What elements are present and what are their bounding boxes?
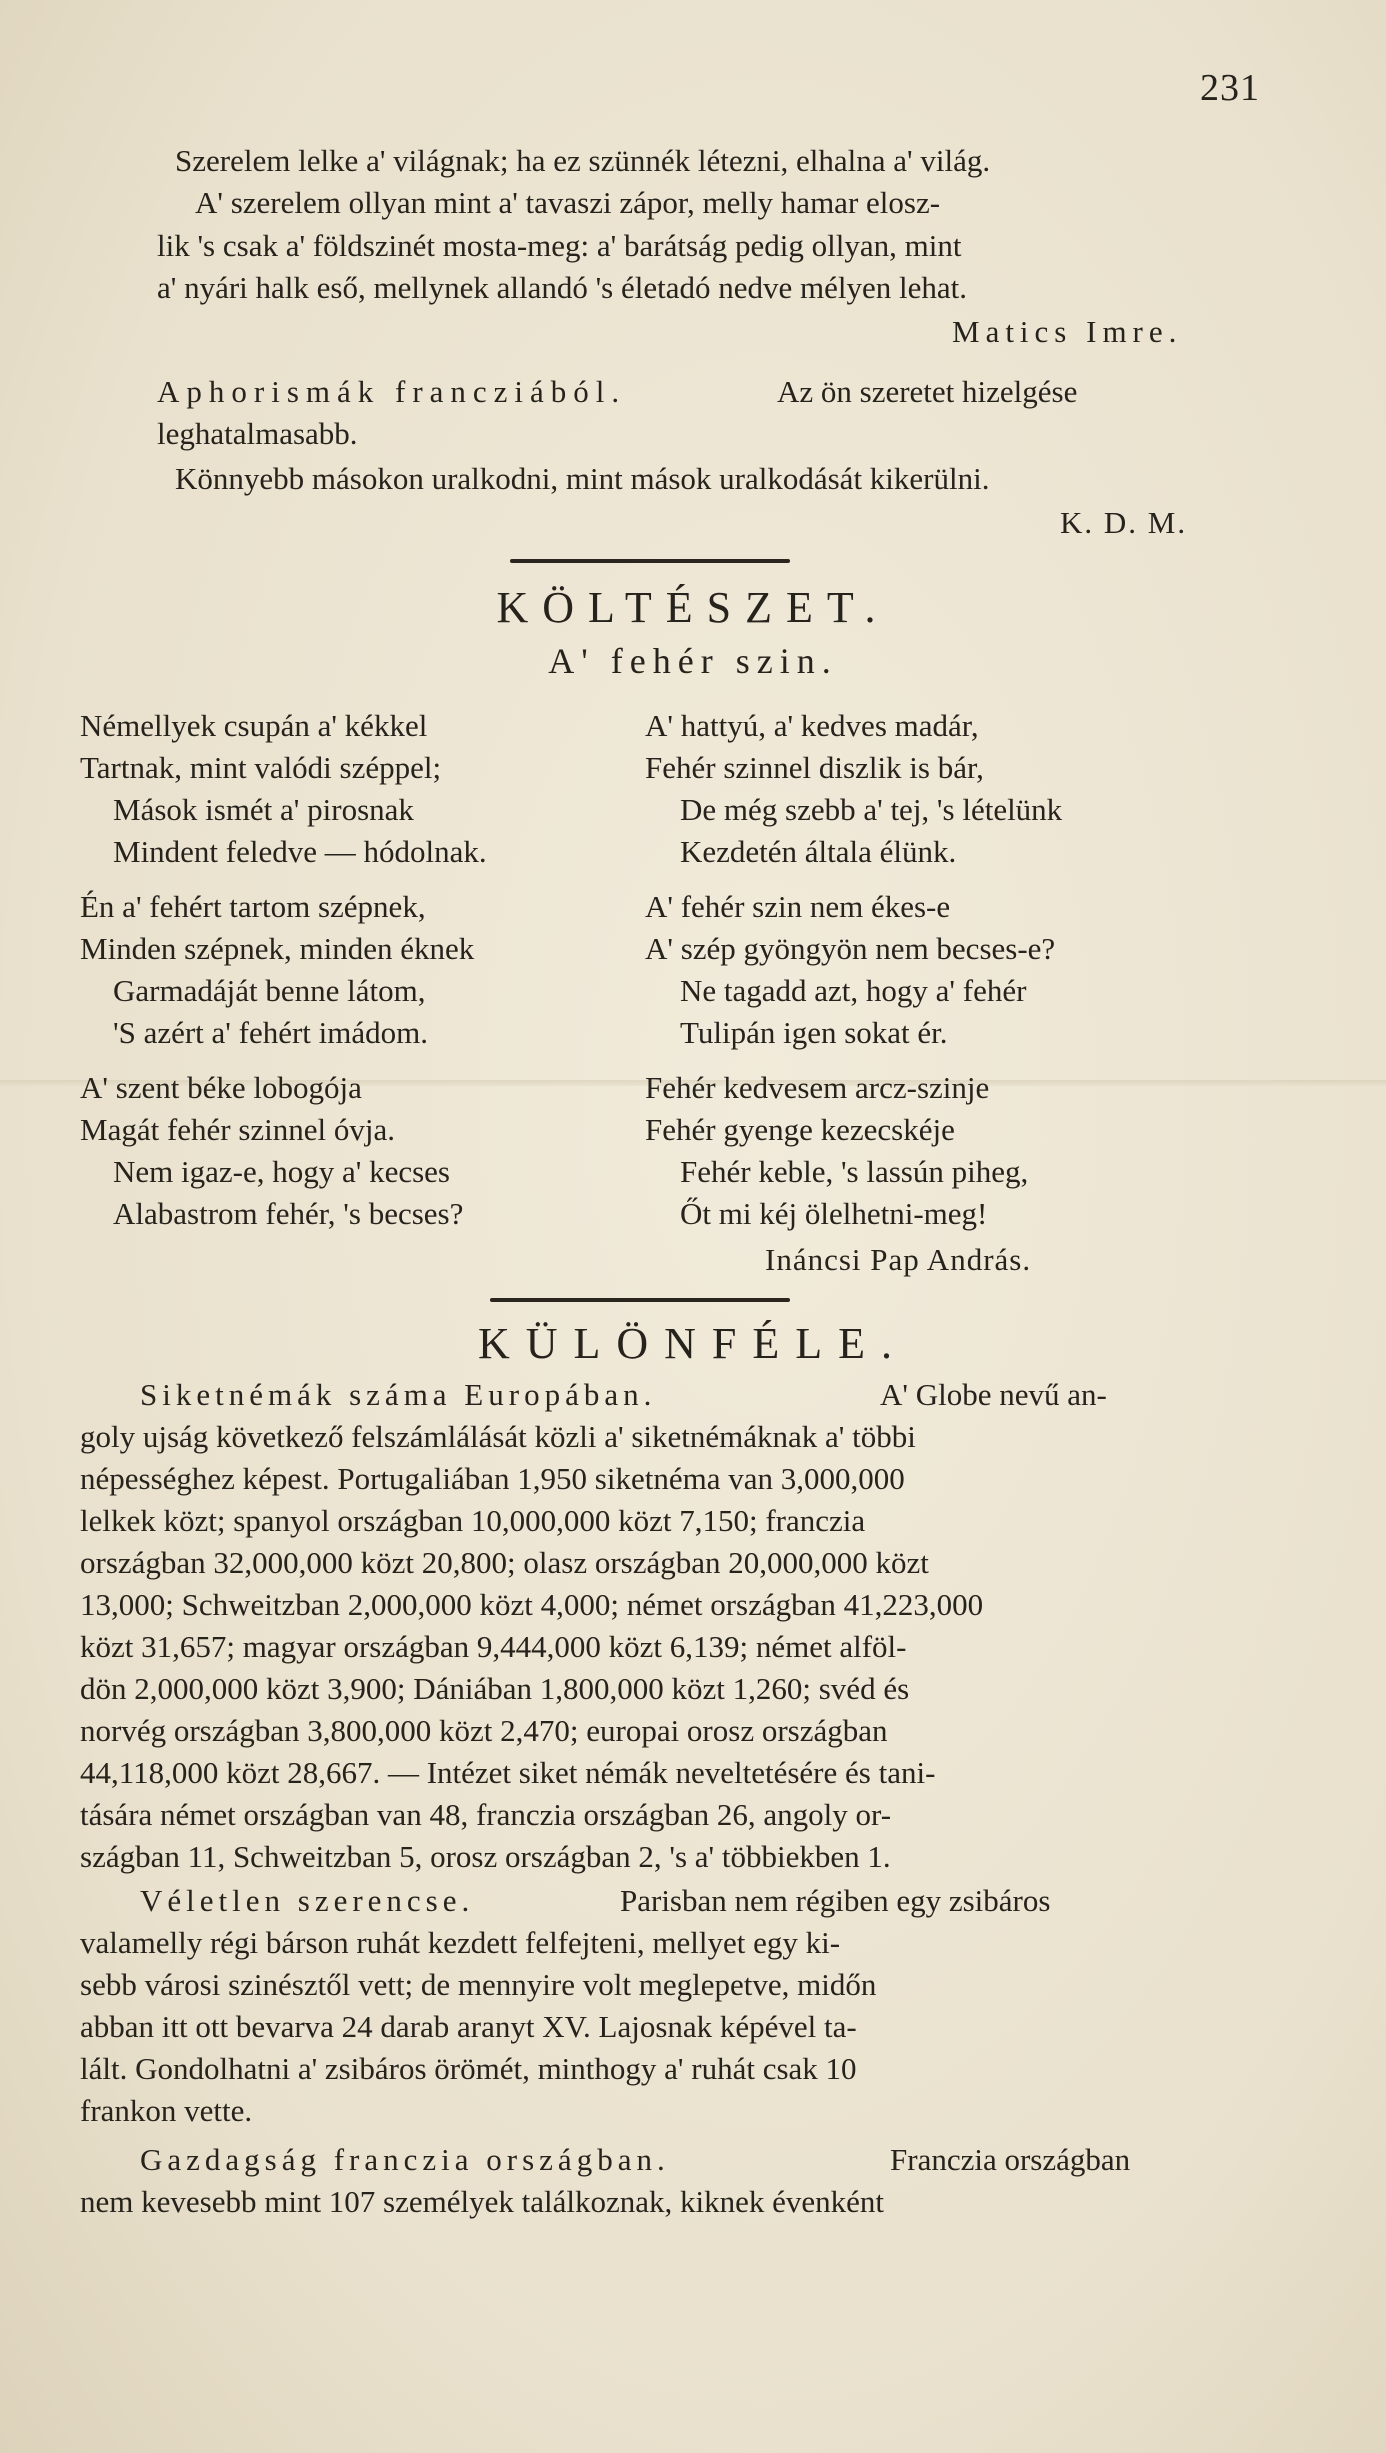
article-title-wealth: Gazdagság franczia országban. xyxy=(140,2142,670,2177)
article-text: A' Globe nevű an- xyxy=(880,1377,1107,1412)
poem-line-left: A' szent béke lobogója xyxy=(80,1070,362,1105)
article-text: norvég országban 3,800,000 közt 2,470; europai orosz országban xyxy=(80,1713,888,1748)
article-text: 13,000; Schweitzban 2,000,000 közt 4,000; német országban 41,223,000 xyxy=(80,1587,984,1622)
poem-author: Ináncsi Pap András. xyxy=(765,1242,1032,1277)
poem-line-left: 'S azért a' fehért imádom. xyxy=(113,1015,429,1050)
poem-line-left: Én a' fehért tartom szépnek, xyxy=(80,889,426,924)
aphorism-line: lik 's csak a' földszinét mosta-meg: a' barátság pedig ollyan, mint xyxy=(157,228,962,263)
aphorism-line: Szerelem lelke a' világnak; ha ez szünnék létezni, elhalna a' világ. xyxy=(175,143,991,178)
poem-line-right: A' szép gyöngyön nem becses-e? xyxy=(645,931,1056,966)
poem-line-left: Mások ismét a' pirosnak xyxy=(113,792,414,827)
poem-line-right: Őt mi kéj ölelhetni-meg! xyxy=(680,1196,988,1231)
aphorism-line: Könnyebb másokon uralkodni, mint mások uralkodását kikerülni. xyxy=(175,461,990,496)
poem-line-left: Nem igaz-e, hogy a' kecses xyxy=(113,1154,450,1189)
aphorism-line: Az ön szeretet hizelgése xyxy=(777,374,1078,409)
article-title-luck: Véletlen szerencse. xyxy=(140,1883,475,1918)
article-text: 44,118,000 közt 28,667. — Intézet siket némák neveltetésére és tani- xyxy=(80,1755,936,1790)
author-kdm: K. D. M. xyxy=(1060,505,1188,540)
section-title-misc: KÜLÖNFÉLE. xyxy=(477,1319,909,1368)
article-text: Franczia országban xyxy=(890,2142,1131,2177)
poem-line-left: Minden szépnek, minden éknek xyxy=(80,931,475,966)
poem-line-right: A' fehér szin nem ékes-e xyxy=(645,889,951,924)
poem-line-right: Kezdetén általa élünk. xyxy=(680,834,957,869)
poem-line-right: Ne tagadd azt, hogy a' fehér xyxy=(680,973,1027,1008)
aphorism-line: leghatalmasabb. xyxy=(157,416,358,451)
poem-line-left: Magát fehér szinnel óvja. xyxy=(80,1112,396,1147)
aphorism-line: A' szerelem ollyan mint a' tavaszi zápor, melly hamar elosz- xyxy=(195,185,941,220)
poem-line-right: Fehér keble, 's lassún piheg, xyxy=(680,1154,1029,1189)
poem-line-right: Fehér gyenge kezecskéje xyxy=(645,1112,955,1147)
article-text: országban 32,000,000 közt 20,800; olasz országban 20,000,000 közt xyxy=(80,1545,929,1580)
poem-line-right: Fehér kedvesem arcz-szinje xyxy=(645,1070,990,1105)
poem-line-left: Némellyek csupán a' kékkel xyxy=(80,708,428,743)
article-text: abban itt ott bevarva 24 darab aranyt XV. Lajosnak képével ta- xyxy=(80,2009,857,2044)
article-text: szágban 11, Schweitzban 5, orosz országban 2, 's a' többiekben 1. xyxy=(80,1839,891,1874)
section-title-poetry: KÖLTÉSZET. xyxy=(496,583,890,632)
poem-title: A' fehér szin. xyxy=(548,641,838,681)
article-title-deafmutes: Siketnémák száma Europában. xyxy=(140,1377,657,1412)
author-matics: Matics Imre. xyxy=(952,314,1183,349)
french-aphorisms-title: Aphorismák francziából. xyxy=(157,374,627,409)
article-text: népességhez képest. Portugaliában 1,950 siketnéma van 3,000,000 xyxy=(80,1461,905,1496)
poem-line-right: Fehér szinnel diszlik is bár, xyxy=(645,750,984,785)
poem-line-left: Tartnak, mint valódi széppel; xyxy=(80,750,442,785)
article-text: nem kevesebb mint 107 személyek találkoznak, kiknek évenként xyxy=(80,2184,885,2219)
article-text: frankon vette. xyxy=(80,2093,253,2128)
poem-line-left: Mindent feledve — hódolnak. xyxy=(113,834,487,869)
section-divider xyxy=(510,559,790,563)
poem-line-right: A' hattyú, a' kedves madár, xyxy=(645,708,979,743)
aphorism-line: a' nyári halk eső, mellynek allandó 's életadó nedve mélyen lehat. xyxy=(157,270,967,305)
article-text: lált. Gondolhatni a' zsibáros örömét, minthogy a' ruhát csak 10 xyxy=(80,2051,857,2086)
article-text: valamelly régi bárson ruhát kezdett felfejteni, mellyet egy ki- xyxy=(80,1925,841,1960)
article-text: sebb városi szinésztől vett; de mennyire volt meglepetve, midőn xyxy=(80,1967,877,2002)
article-text: Parisban nem régiben egy zsibáros xyxy=(620,1883,1051,1918)
poem-line-left: Alabastrom fehér, 's becses? xyxy=(113,1196,464,1231)
poem-line-left: Garmadáját benne látom, xyxy=(113,973,426,1008)
poem-line-right: Tulipán igen sokat ér. xyxy=(680,1015,948,1050)
section-divider xyxy=(490,1298,790,1302)
article-text: közt 31,657; magyar országban 9,444,000 közt 6,139; német alföl- xyxy=(80,1629,907,1664)
page-number: 231 xyxy=(1200,67,1260,109)
article-text: goly ujság következő felszámlálását közli a' siketnémáknak a' többi xyxy=(80,1419,916,1454)
article-text: lelkek közt; spanyol országban 10,000,000 közt 7,150; franczia xyxy=(80,1503,866,1538)
article-text: tására német országban van 48, franczia országban 26, angoly or- xyxy=(80,1797,892,1832)
poem-line-right: De még szebb a' tej, 's lételünk xyxy=(680,792,1063,827)
article-text: dön 2,000,000 közt 3,900; Dániában 1,800,000 közt 1,260; svéd és xyxy=(80,1671,910,1706)
